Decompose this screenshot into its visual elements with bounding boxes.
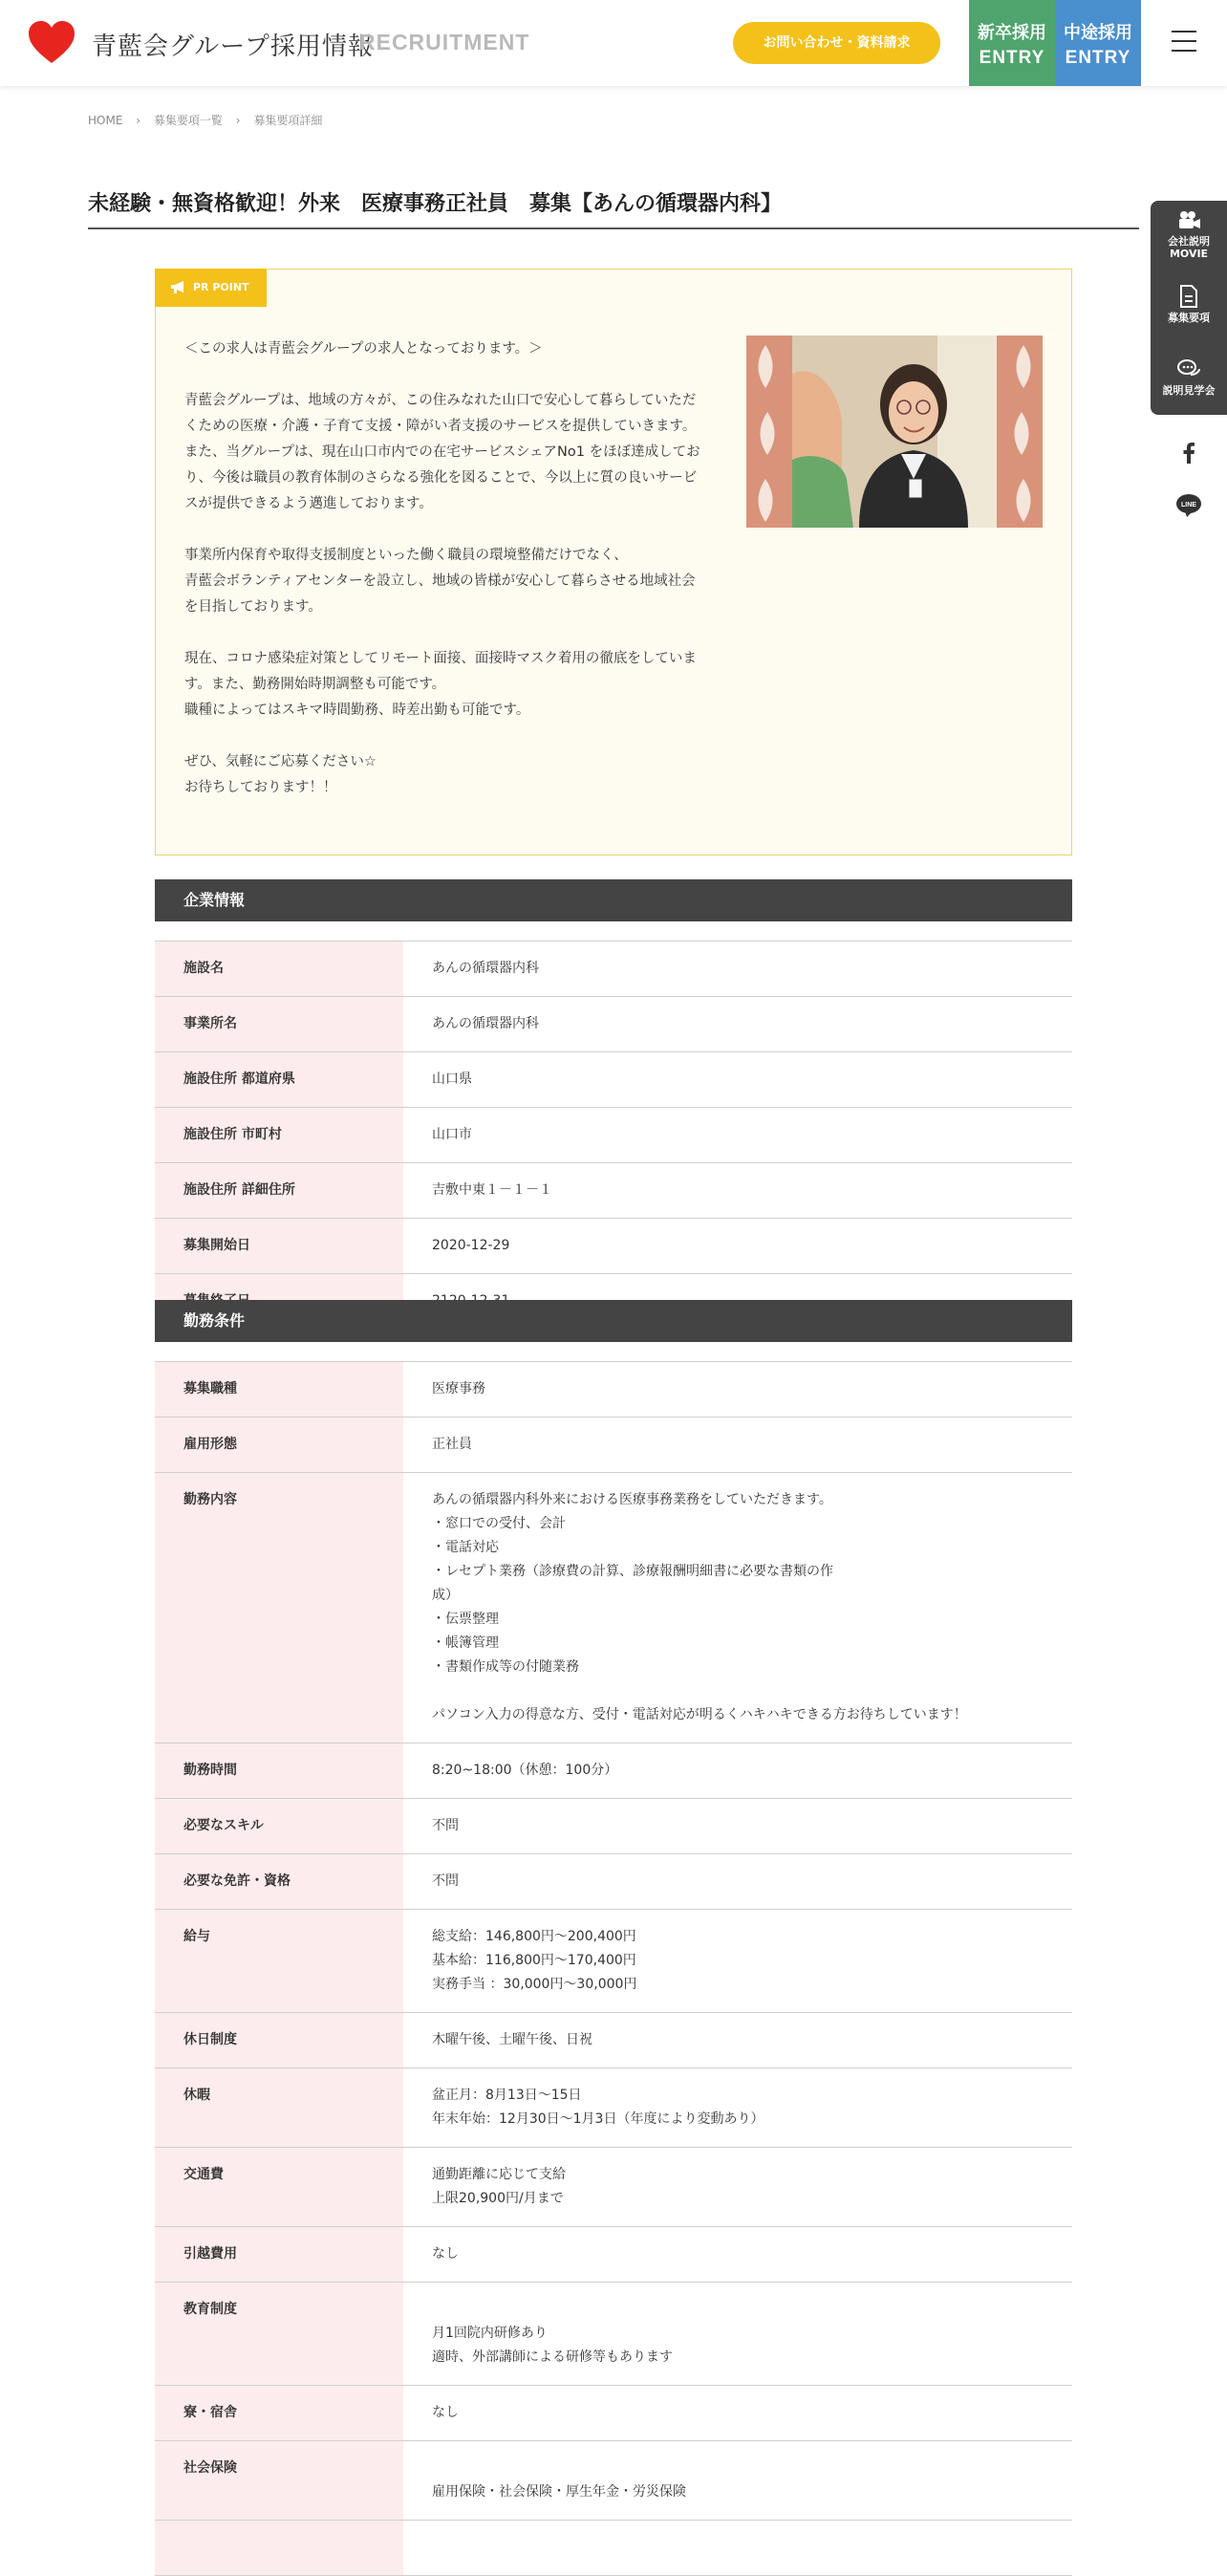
pr-paragraph: また、当グループは、現在山口市内での在宅サービスシェアNo1 をほぼ達成しており、今後は職員の教育体制のさらなる強化を図ることで、今以上に質の良いサービスが提供できるよう邁進しております。 — [184, 444, 700, 511]
pr-paragraph: 事業所内保育や取得支援制度といった働く職員の環境整備だけでなく、 — [184, 548, 628, 563]
new-grad-entry-sub: ENTRY — [979, 48, 1045, 68]
row-value — [403, 2386, 1072, 2440]
row-value — [403, 1362, 1072, 1417]
row-label: 勤務内容 — [155, 1473, 403, 1743]
row-label: 必要なスキル — [155, 1799, 403, 1853]
row-value — [403, 2148, 1072, 2226]
document-icon — [1179, 285, 1198, 308]
pr-paragraph — [184, 362, 700, 388]
facebook-icon[interactable] — [1175, 443, 1202, 469]
row-label: 施設住所 詳細住所 — [155, 1163, 403, 1218]
row-label: 引越費用 — [155, 2227, 403, 2282]
row-value — [403, 997, 1072, 1051]
table-row — [155, 1743, 1072, 1799]
row-value-line: 基本給：116,800円〜170,400円 — [432, 1953, 636, 1968]
pr-paragraph: 現在、コロナ感染症対策としてリモート面接、面接時マスク着用の徹底をしています。また、勤務開始時期調整も可能です。 — [184, 651, 697, 692]
site-logo-subtitle: RECRUITMENT — [359, 30, 530, 54]
pr-text — [184, 336, 700, 801]
row-label: 施設住所 市町村 — [155, 1108, 403, 1162]
row-value-line: ・伝票整理 — [432, 1612, 499, 1627]
company-movie-label: 会社説明 — [1168, 235, 1210, 248]
row-value — [403, 2283, 1072, 2385]
pr-point-tab — [155, 269, 267, 307]
row-value-line: 吉敷中東１－１－１ — [432, 1182, 552, 1198]
row-value-line: 医療事務 — [432, 1381, 485, 1396]
chevron-right-icon: › — [235, 113, 241, 127]
row-label: 募集職種 — [155, 1362, 403, 1417]
row-value — [403, 2013, 1072, 2067]
row-label: 社会保険 — [155, 2441, 403, 2520]
row-value — [403, 1799, 1072, 1853]
row-label: 事業所名 — [155, 997, 403, 1051]
breadcrumb-current: 募集要項詳細 — [253, 114, 323, 127]
table-row — [155, 2386, 1072, 2441]
table-row — [155, 2013, 1072, 2068]
row-label: 寮・宿舎 — [155, 2386, 403, 2440]
heart-logo-icon[interactable] — [27, 19, 76, 65]
row-value — [403, 2227, 1072, 2282]
row-value — [403, 2068, 1072, 2147]
row-value-line: ・書類作成等の付随業務 — [432, 1659, 579, 1675]
row-label: 交通費 — [155, 2148, 403, 2226]
row-value-line: 山口県 — [432, 1072, 472, 1087]
table-row — [155, 942, 1072, 997]
page-title: 未経験・無資格歓迎！外来 医療事務正社員 募集【あんの循環器内科】 — [88, 192, 783, 216]
row-value-line — [432, 2457, 1044, 2480]
row-value-line: ・窓口での受付、会計 — [432, 1516, 566, 1531]
row-value — [403, 1163, 1072, 1218]
row-value-line — [432, 1679, 1044, 1703]
row-value — [403, 942, 1072, 996]
pr-paragraph: お待ちしております！！ — [184, 780, 337, 795]
pr-point-label: PR POINT — [193, 281, 249, 293]
row-value — [403, 1910, 1072, 2012]
row-value-line: ・帳簿管理 — [432, 1635, 499, 1651]
row-value-line: 2020-12-29 — [432, 1238, 510, 1253]
table-row — [155, 2283, 1072, 2386]
row-label: 施設名 — [155, 942, 403, 996]
pr-paragraph: ぜひ、気軽にご応募ください☆ — [184, 754, 377, 769]
pr-paragraph — [184, 724, 700, 749]
row-value-line: 月1回院内研修あり — [432, 2326, 548, 2341]
table-row — [155, 1052, 1072, 1108]
row-value-line: 木曜午後、土曜午後、日祝 — [432, 2032, 592, 2047]
table-row — [155, 2148, 1072, 2227]
company-info-table — [155, 941, 1072, 1330]
row-value — [403, 1052, 1072, 1107]
row-label: 休暇 — [155, 2068, 403, 2147]
chevron-right-icon: › — [136, 113, 141, 127]
row-value — [403, 1473, 1072, 1743]
table-row — [155, 1108, 1072, 1163]
table-row — [155, 1219, 1072, 1274]
row-label: 募集開始日 — [155, 1219, 403, 1273]
company-info-heading: 企業情報 — [155, 879, 1072, 921]
table-row — [155, 997, 1072, 1052]
megaphone-icon — [170, 280, 187, 293]
row-value-line: 通勤距離に応じて支給 — [432, 2167, 566, 2182]
row-value-line: 不問 — [432, 1873, 459, 1889]
row-value-line: 山口市 — [432, 1127, 472, 1142]
row-value-line: 適時、外部講師による研修等もあります — [432, 2349, 673, 2365]
breadcrumb — [88, 112, 322, 128]
row-label: 勤務時間 — [155, 1743, 403, 1798]
row-value-line: 成） — [432, 1588, 459, 1603]
table-row — [155, 2068, 1072, 2148]
hamburger-menu-icon[interactable] — [1172, 31, 1196, 54]
row-value-line: 実務手当 ：30,000円〜30,000円 — [432, 1977, 637, 1992]
table-row — [155, 1473, 1072, 1743]
side-float-panel — [1151, 201, 1227, 415]
work-conditions-table — [155, 1361, 1072, 2576]
row-value-line: 盆正月：8月13日～15日 — [432, 2088, 582, 2103]
row-value — [403, 1108, 1072, 1162]
row-label: 休日制度 — [155, 2013, 403, 2067]
table-row — [155, 2441, 1072, 2521]
table-row — [155, 1163, 1072, 1219]
recruit-info-button[interactable] — [1151, 285, 1227, 324]
site-logo-text[interactable]: 青藍会グループ採用情報 — [92, 32, 374, 61]
breadcrumb-home-link[interactable]: HOME — [88, 113, 123, 127]
video-camera-icon — [1176, 210, 1201, 231]
site-header — [0, 0, 1227, 86]
pr-paragraph — [184, 620, 700, 646]
table-row — [155, 1854, 1072, 1910]
contact-request-button[interactable]: お問い合わせ・資料請求 — [733, 22, 940, 64]
row-value — [403, 2521, 1072, 2575]
pr-paragraph: 青藍会グループは、地域の方々が、この住みなれた山口で安心して暮らしていただくための医療・介護・子育て支援・障がい者支援のサービスを提供していきます。 — [184, 393, 697, 434]
new-grad-entry-label: 新卒採用 — [978, 23, 1046, 43]
mid-career-entry-label: 中途採用 — [1064, 23, 1132, 43]
row-label: 教育制度 — [155, 2283, 403, 2385]
row-value-line: 8:20~18:00（休憩：100分） — [432, 1763, 618, 1778]
table-row — [155, 1418, 1072, 1473]
chat-bubbles-icon — [1176, 357, 1201, 380]
title-divider — [88, 227, 1139, 229]
row-value-line: 上限20,900円/月まで — [432, 2191, 564, 2206]
pr-point-box — [155, 269, 1072, 855]
line-label: LINE — [1181, 502, 1196, 509]
line-icon[interactable] — [1175, 493, 1202, 520]
row-value-line: ・レセプト業務（診療費の計算、診療報酬明細書に必要な書類の作 — [432, 1564, 833, 1579]
recruit-info-label: 募集要項 — [1168, 312, 1210, 324]
pr-paragraph: ＜この求人は青藍会グループの求人となっております。＞ — [184, 341, 543, 357]
row-value — [403, 2441, 1072, 2520]
table-row — [155, 1799, 1072, 1854]
row-label — [155, 2521, 403, 2575]
row-label: 雇用形態 — [155, 1418, 403, 1472]
row-value-line: 正社員 — [432, 1437, 472, 1452]
row-label: 施設住所 都道府県 — [155, 1052, 403, 1107]
row-value — [403, 1854, 1072, 1909]
row-value-line: あんの循環器内科 — [432, 1016, 539, 1031]
table-row — [155, 1362, 1072, 1418]
row-value-line: 年末年始：12月30日～1月3日（年度により変動あり） — [432, 2111, 764, 2127]
row-value-line — [432, 2298, 1044, 2322]
row-value — [403, 1743, 1072, 1798]
staff-photo — [746, 336, 1043, 528]
row-label: 必要な免許・資格 — [155, 1854, 403, 1909]
row-value — [403, 1418, 1072, 1472]
row-value-line: ・電話対応 — [432, 1540, 499, 1555]
row-label: 給与 — [155, 1910, 403, 2012]
mid-career-entry-sub: ENTRY — [1065, 48, 1131, 68]
breadcrumb-list-link[interactable]: 募集要項一覧 — [153, 114, 223, 127]
row-value-line: 総支給：146,800円～200,400円 — [432, 1929, 636, 1944]
table-row — [155, 1910, 1072, 2013]
pr-paragraph — [184, 517, 700, 543]
pr-paragraph: 青藍会ボランティアセンターを設立し、地域の皆様が安心して暮らさせる地域社会を目指しております。 — [184, 574, 696, 615]
row-value-line — [432, 2536, 1044, 2560]
row-value-line: 不問 — [432, 1818, 459, 1833]
row-value-line: 雇用保険・社会保険・厚生年金・労災保険 — [432, 2484, 686, 2500]
table-row — [155, 2227, 1072, 2283]
row-value-line: なし — [432, 2246, 459, 2262]
row-value-line: あんの循環器内科外来における医療事務業務をしていただきます。 — [432, 1492, 832, 1507]
row-value-line: パソコン入力の得意な方、受付・電話対応が明るくハキハキできる方お待ちしています！ — [432, 1707, 967, 1722]
mid-career-entry-button[interactable] — [1055, 0, 1141, 86]
company-movie-sub: MOVIE — [1169, 248, 1209, 261]
briefing-session-label: 説明見学会 — [1162, 384, 1216, 397]
briefing-session-button[interactable] — [1151, 357, 1227, 397]
pr-paragraph: 職種によってはスキマ時間勤務、時差出勤も可能です。 — [184, 703, 530, 718]
company-movie-button[interactable] — [1151, 210, 1227, 260]
new-grad-entry-button[interactable] — [969, 0, 1055, 86]
row-value-line: あんの循環器内科 — [432, 961, 539, 976]
row-value-line: なし — [432, 2405, 459, 2420]
work-conditions-heading: 勤務条件 — [155, 1300, 1072, 1342]
table-row — [155, 2521, 1072, 2576]
row-value — [403, 1219, 1072, 1273]
